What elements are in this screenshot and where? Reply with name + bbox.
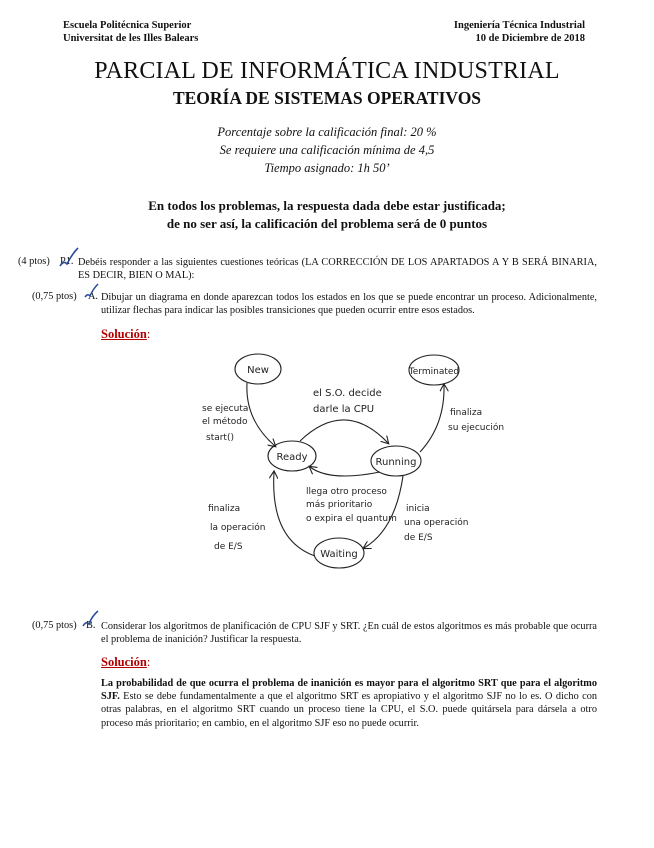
note-line: el S.O. decide [313,388,382,399]
info-percentage: Porcentaje sobre la calificación final: 20 % [217,125,437,139]
note-line: start() [206,433,234,443]
note-line: más prioritario [306,500,373,510]
note-line: de E/S [404,533,433,543]
qb-label: B. [86,620,96,631]
state-running-label: Running [375,457,417,468]
note-waiting-ready [208,504,266,552]
transition-ready-running [300,420,388,443]
note-line: su ejecución [448,423,505,433]
note-running-terminated [448,408,504,433]
qb-text: Considerar los algoritmos de planificación de CPU SJF y SRT. ¿En cuál de estos algoritmos es más probable que ocurra el problema de inanición? Justificar la respuesta. [101,621,597,646]
university-name: Universitat de les Illes Balears [63,33,199,44]
note-line: llega otro proceso [306,487,387,497]
p1-points: (4 ptos) [18,256,50,267]
note-line: de E/S [214,542,243,552]
qa-label: A. [88,291,99,302]
exam-title: PARCIAL DE INFORMÁTICA INDUSTRIAL [94,58,560,84]
note-line: el método [202,417,248,427]
p1-label: P1. [60,256,74,267]
transition-new-ready [247,383,275,446]
transition-running-terminated [420,385,444,452]
note-running-ready [306,487,397,524]
note-line: o expira el quantum [306,514,397,524]
note-line: se ejecuta [202,404,249,414]
note-line: finaliza [208,504,241,514]
degree-name: Ingeniería Técnica Industrial [453,20,585,31]
note-running-waiting [404,504,468,543]
note-line: la operación [210,523,266,533]
check-mark-icon [82,610,100,634]
qb-answer [101,677,597,730]
exam-subtitle: TEORÍA DE SISTEMAS OPERATIVOS [172,88,482,108]
note-line: inicia [406,504,430,514]
exam-date: 10 de Diciembre de 2018 [475,33,585,44]
note-line: finaliza [450,408,483,418]
note-ready-running [313,388,382,415]
qa-text: Dibujar un diagrama en donde aparezcan todos los estados en los que se puede encontrar un proceso. Adicionalmente, utilizar flechas para indicar las posibles transiciones que pueden ocurrir entre esos estados. [101,292,597,317]
qb-points: (0,75 ptos) [32,620,77,631]
note-new-ready [202,404,248,443]
state-new-label: New [247,365,269,376]
p1-text: Debéis responder a las siguientes cuestiones teóricas (LA CORRECCIÓN DE LOS APARTADOS A Y B SERÁ BINARIA, ES DECIR, BIEN O MAL): [78,257,597,282]
note-line: darle la CPU [313,404,375,415]
qa-points: (0,75 ptos) [32,291,77,302]
qb-answer-bold: La probabilidad de que ocurra el problema de inanición es mayor para el algoritmo SRT que para el algoritmo SJF. [101,678,597,703]
school-name: Escuela Politécnica Superior [63,20,192,31]
note-line: una operación [404,518,469,528]
info-minimum: Se requiere una calificación mínima de 4,5 [219,143,435,157]
qb-solution-label: Solución [101,655,147,669]
state-ready-label: Ready [276,452,308,463]
qa-solution-label: Solución [101,327,147,341]
qb-answer-rest: Esto se debe fundamentalmente a que el algoritmo SRT es apropiativo y el algoritmo SJF no lo es. O dicho con otras palabras, en el algoritmo SRT cuando un proceso tiene la CPU, el S.O. puede quitársela para dársela a otro proceso más prioritario; en cambio, en el algoritmo SJF eso no puede ocurrir. [101,691,597,729]
transition-running-ready [310,467,380,476]
qb-solution-heading [101,653,150,671]
warning-line-1: En todos los problemas, la respuesta dada debe estar justificada; [148,198,506,213]
info-time: Tiempo asignado: 1h 50’ [264,161,390,175]
state-terminated-label: Terminated [408,367,460,377]
qa-solution-colon: : [146,327,151,341]
warning-line-2: de no ser así, la calificación del problema será de 0 puntos [166,216,488,231]
state-waiting-label: Waiting [320,549,358,560]
qb-solution-colon: : [146,655,151,669]
